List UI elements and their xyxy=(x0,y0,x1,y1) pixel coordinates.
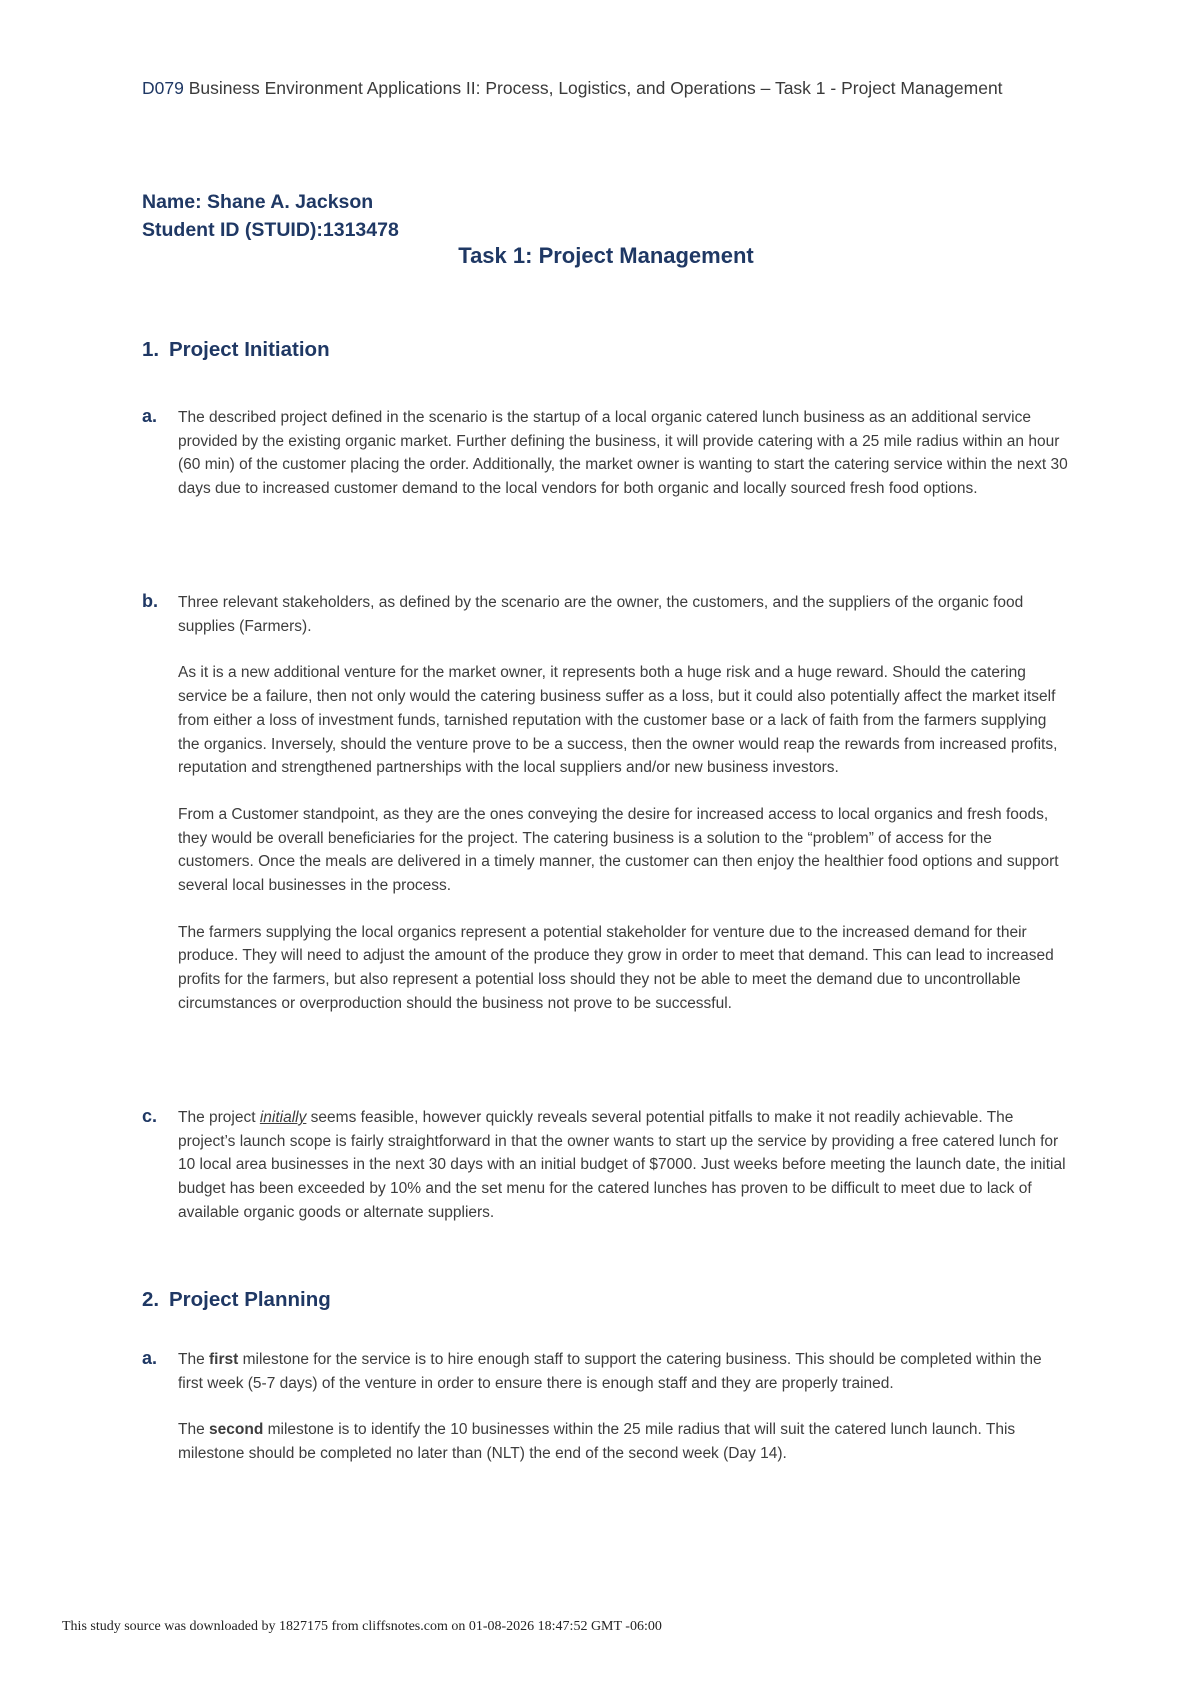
text-run: milestone for the service is to hire enough staff to support the catering business. This should be completed within the first week (5-7 days) of the venture in order to ensure there is enough staff and they are properly trained. xyxy=(178,1351,1042,1392)
text-run: milestone is to identify the 10 businesses within the 25 mile radius that will suit the catered lunch launch. This milestone should be completed no later than (NLT) the end of the second week (Day 14). xyxy=(178,1421,1016,1463)
item-marker: b. xyxy=(142,591,158,611)
paragraph xyxy=(178,1348,1070,1395)
emphasized-word: initially xyxy=(259,1109,307,1126)
section-number: 2. xyxy=(142,1288,160,1311)
student-info xyxy=(142,188,399,244)
bold-word: second xyxy=(209,1421,264,1439)
item-marker: c. xyxy=(142,1106,158,1126)
paragraph: The farmers supplying the local organics represent a potential stakeholder for venture due to the increased demand for their produce. They will need to adjust the amount of the produce they grow in order to meet that demand. This can lead to increased profits for the farmers, but also represent a potential loss should they not be able to meet the demand due to uncontrollable circumstances or overproduction should the business not prove to be successful. xyxy=(178,923,1054,1012)
download-footer: This study source was downloaded by 1827175 from cliffsnotes.com on 01-08-2026 18:47:52 GMT -06:00 xyxy=(62,1619,662,1634)
section-heading-project-planning xyxy=(142,1288,331,1312)
section-heading-project-initiation xyxy=(142,338,330,362)
text-run: seems feasible, however quickly reveals several potential pitfalls to make it not readily achievable. The project’s launch scope is fairly straightforward in that the owner wants to start up the service by providing a free catered lunch for 10 local area businesses in the next 30 days with an initial budget of $7000. Just weeks before meeting the launch date, the initial budget has been exceeded by 10% and the set menu for the catered lunches has proven to be difficult to meet due to lack of available organic goods or alternate suppliers. xyxy=(178,1109,1066,1221)
item-1b xyxy=(142,591,1070,1016)
student-id: Student ID (STUID):1313478 xyxy=(142,219,399,241)
paragraph xyxy=(178,1418,1070,1465)
section-title: Project Planning xyxy=(169,1288,331,1311)
text-run: The project xyxy=(178,1109,260,1126)
item-marker: a. xyxy=(142,1348,158,1368)
item-1c xyxy=(142,1106,1070,1225)
paragraph: Three relevant stakeholders, as defined by the scenario are the owner, the customers, and the suppliers of the organic food supplies (Farmers). xyxy=(178,594,1024,635)
text-run: The xyxy=(178,1421,210,1439)
item-1a xyxy=(142,406,1070,501)
paragraph xyxy=(178,1106,1070,1225)
item-marker: a. xyxy=(142,406,158,426)
page-header xyxy=(142,78,1003,99)
section-number: 1. xyxy=(142,338,160,361)
paragraph: The described project defined in the scenario is the startup of a local organic catered lunch business as an additional service provided by the existing organic market. Further defining the business, it will provide catering with a 25 mile radius within an hour (60 min) of the customer placing the order. Additionally, the market owner is wanting to start the catering service within the next 30 days due to increased customer demand to the local vendors for both organic and locally sourced fresh food options. xyxy=(178,409,1068,498)
document-title: Task 1: Project Management xyxy=(458,243,754,268)
section-title: Project Initiation xyxy=(169,338,330,361)
paragraph: From a Customer standpoint, as they are the ones conveying the desire for increased access to local organics and fresh foods, they would be overall beneficiaries for the project. The catering business is a solution to the “problem” of access for the customers. Once the meals are delivered in a timely manner, the customer can then enjoy the healthier food options and support several local businesses in the process. xyxy=(178,805,1059,895)
course-title: Business Environment Applications II: Process, Logistics, and Operations – Task 1 - Project Management xyxy=(183,78,1003,98)
text-run: The xyxy=(178,1351,210,1368)
course-code: D079 xyxy=(142,78,184,98)
paragraph: As it is a new additional venture for the market owner, it represents both a huge risk and a huge reward. Should the catering service be a failure, then not only would the catering business suffer as a loss, but it could also potentially affect the market itself from either a loss of investment funds, tarnished reputation with the customer base or a lack of faith from the farmers supplying the organics. Inversely, should the venture prove to be a success, then the owner would reap the rewards from increased profits, reputation and strengthened partnerships with the local suppliers and/or new business investors. xyxy=(178,664,1058,777)
bold-word: first xyxy=(209,1351,239,1368)
item-2a xyxy=(142,1348,1070,1466)
student-name: Name: Shane A. Jackson xyxy=(142,191,374,213)
